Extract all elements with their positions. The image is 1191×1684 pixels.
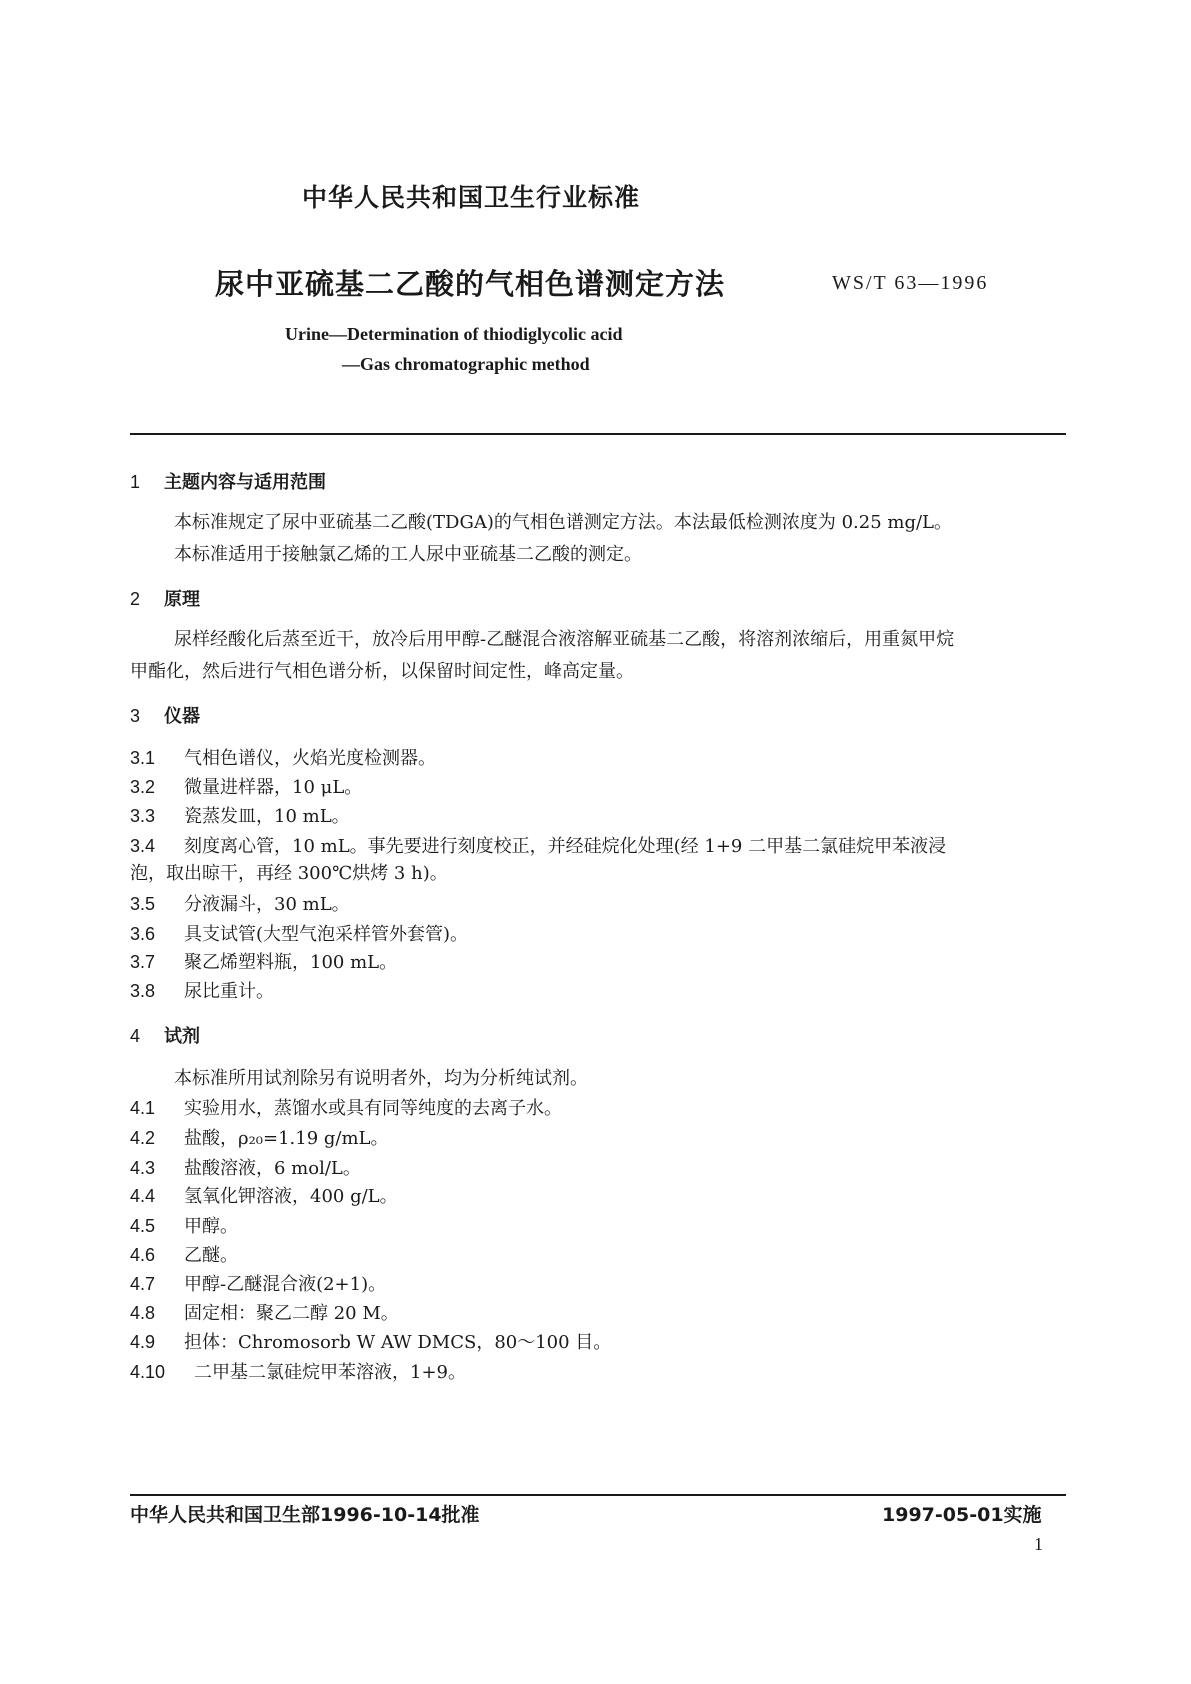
list-item	[130, 1330, 611, 1355]
section-1-heading	[130, 470, 326, 495]
list-item	[130, 950, 397, 975]
item-number: 3.7	[130, 952, 156, 972]
issuing-agency: 中华人民共和国卫生行业标准	[302, 183, 641, 212]
item-text: 氢氧化钾溶液，400 g/L。	[184, 1186, 398, 1207]
list-item	[130, 1156, 361, 1181]
approval-date: 中华人民共和国卫生部1996-10-14批准	[130, 1504, 480, 1526]
item-number: 4.1	[130, 1098, 156, 1118]
item-text: 乙醚。	[184, 1245, 238, 1266]
page-number: 1	[1034, 1534, 1043, 1554]
item-text: 聚乙烯塑料瓶，100 mL。	[184, 952, 398, 973]
list-item	[130, 1184, 398, 1209]
section-number: 2	[130, 589, 141, 609]
item-text: 担体：Chromosorb W AW DMCS，80～100 目。	[184, 1332, 612, 1353]
section-4-heading	[130, 1024, 200, 1049]
list-item	[130, 746, 436, 771]
item-number: 3.8	[130, 981, 156, 1001]
item-text: 瓷蒸发皿，10 mL。	[184, 806, 350, 827]
list-item	[130, 834, 946, 859]
item-text: 尿比重计。	[184, 981, 274, 1002]
item-text: 二甲基二氯硅烷甲苯溶液，1+9。	[194, 1362, 466, 1383]
item-number: 4.8	[130, 1303, 156, 1323]
item-text: 甲醇。	[184, 1216, 238, 1237]
section-title: 仪器	[164, 706, 200, 727]
section-2-paragraph-line-1: 尿样经酸化后蒸至近干，放冷后用甲醇-乙醚混合液溶解亚硫基二乙酸，将溶剂浓缩后，用重氮甲烷	[174, 629, 955, 650]
item-number: 3.4	[130, 836, 156, 856]
item-text: 气相色谱仪，火焰光度检测器。	[184, 748, 436, 769]
item-number: 4.6	[130, 1245, 156, 1265]
item-number: 3.6	[130, 924, 156, 944]
item-number: 4.9	[130, 1332, 156, 1352]
item-text: 微量进样器，10 μL。	[184, 777, 363, 798]
section-3-heading	[130, 704, 200, 729]
list-item	[130, 775, 362, 800]
item-text: 盐酸溶液，6 mol/L。	[184, 1158, 361, 1179]
list-item	[130, 922, 468, 947]
item-text: 甲醇-乙醚混合液(2+1)。	[184, 1274, 387, 1295]
item-text: 分液漏斗，30 mL。	[184, 894, 350, 915]
item-number: 3.2	[130, 777, 156, 797]
section-title: 主题内容与适用范围	[164, 472, 326, 493]
item-number: 4.5	[130, 1216, 156, 1236]
section-2-heading	[130, 587, 200, 612]
list-item	[130, 1243, 238, 1268]
item-number: 3.5	[130, 894, 156, 914]
section-1-paragraph-2: 本标准适用于接触氯乙烯的工人尿中亚硫基二乙酸的测定。	[174, 544, 642, 565]
item-number: 4.7	[130, 1274, 156, 1294]
list-item	[130, 804, 350, 829]
list-item	[130, 1126, 389, 1151]
list-item	[130, 1214, 238, 1239]
item-number: 4.4	[130, 1186, 156, 1206]
header-divider	[130, 433, 1066, 435]
list-item	[130, 979, 274, 1004]
section-number: 1	[130, 472, 141, 492]
item-text: 具支试管(大型气泡采样管外套管)。	[184, 924, 469, 945]
item-text: 固定相：聚乙二醇 20 M。	[184, 1303, 399, 1324]
section-number: 4	[130, 1026, 141, 1046]
item-text: 盐酸，ρ₂₀=1.19 g/mL。	[184, 1128, 389, 1149]
section-number: 3	[130, 706, 141, 726]
item-text: 刻度离心管，10 mL。事先要进行刻度校正，并经硅烷化处理(经 1+9 二甲基二氯硅烷甲苯液浸	[184, 836, 947, 857]
list-item	[130, 1272, 386, 1297]
title-english-line2: —Gas chromatographic method	[342, 354, 590, 374]
item-number: 3.1	[130, 748, 156, 768]
title-chinese: 尿中亚硫基二乙酸的气相色谱测定方法	[215, 267, 726, 301]
footer-divider	[130, 1494, 1066, 1496]
list-item	[130, 1096, 562, 1121]
effective-date: 1997-05-01实施	[882, 1504, 1042, 1526]
item-number: 4.2	[130, 1128, 156, 1148]
standard-number: WS/T 63—1996	[832, 272, 989, 294]
item-number: 4.3	[130, 1158, 156, 1178]
list-item	[130, 1301, 399, 1326]
list-item	[130, 1360, 466, 1385]
section-1-paragraph-1: 本标准规定了尿中亚硫基二乙酸(TDGA)的气相色谱测定方法。本法最低检测浓度为 0.25 mg/L。	[174, 512, 952, 533]
item-text: 实验用水，蒸馏水或具有同等纯度的去离子水。	[184, 1098, 562, 1119]
section-title: 原理	[164, 589, 200, 610]
item-number: 4.10	[130, 1362, 166, 1382]
list-item	[130, 892, 350, 917]
section-2-paragraph-line-2: 甲酯化，然后进行气相色谱分析，以保留时间定性，峰高定量。	[130, 661, 634, 682]
section-4-intro: 本标准所用试剂除另有说明者外，均为分析纯试剂。	[174, 1068, 588, 1089]
item-number: 3.3	[130, 806, 156, 826]
title-english-line1: Urine—Determination of thiodiglycolic acid	[285, 324, 623, 344]
section-title: 试剂	[164, 1026, 200, 1047]
list-item-continuation: 泡，取出晾干，再经 300℃烘烤 3 h)。	[130, 863, 448, 884]
